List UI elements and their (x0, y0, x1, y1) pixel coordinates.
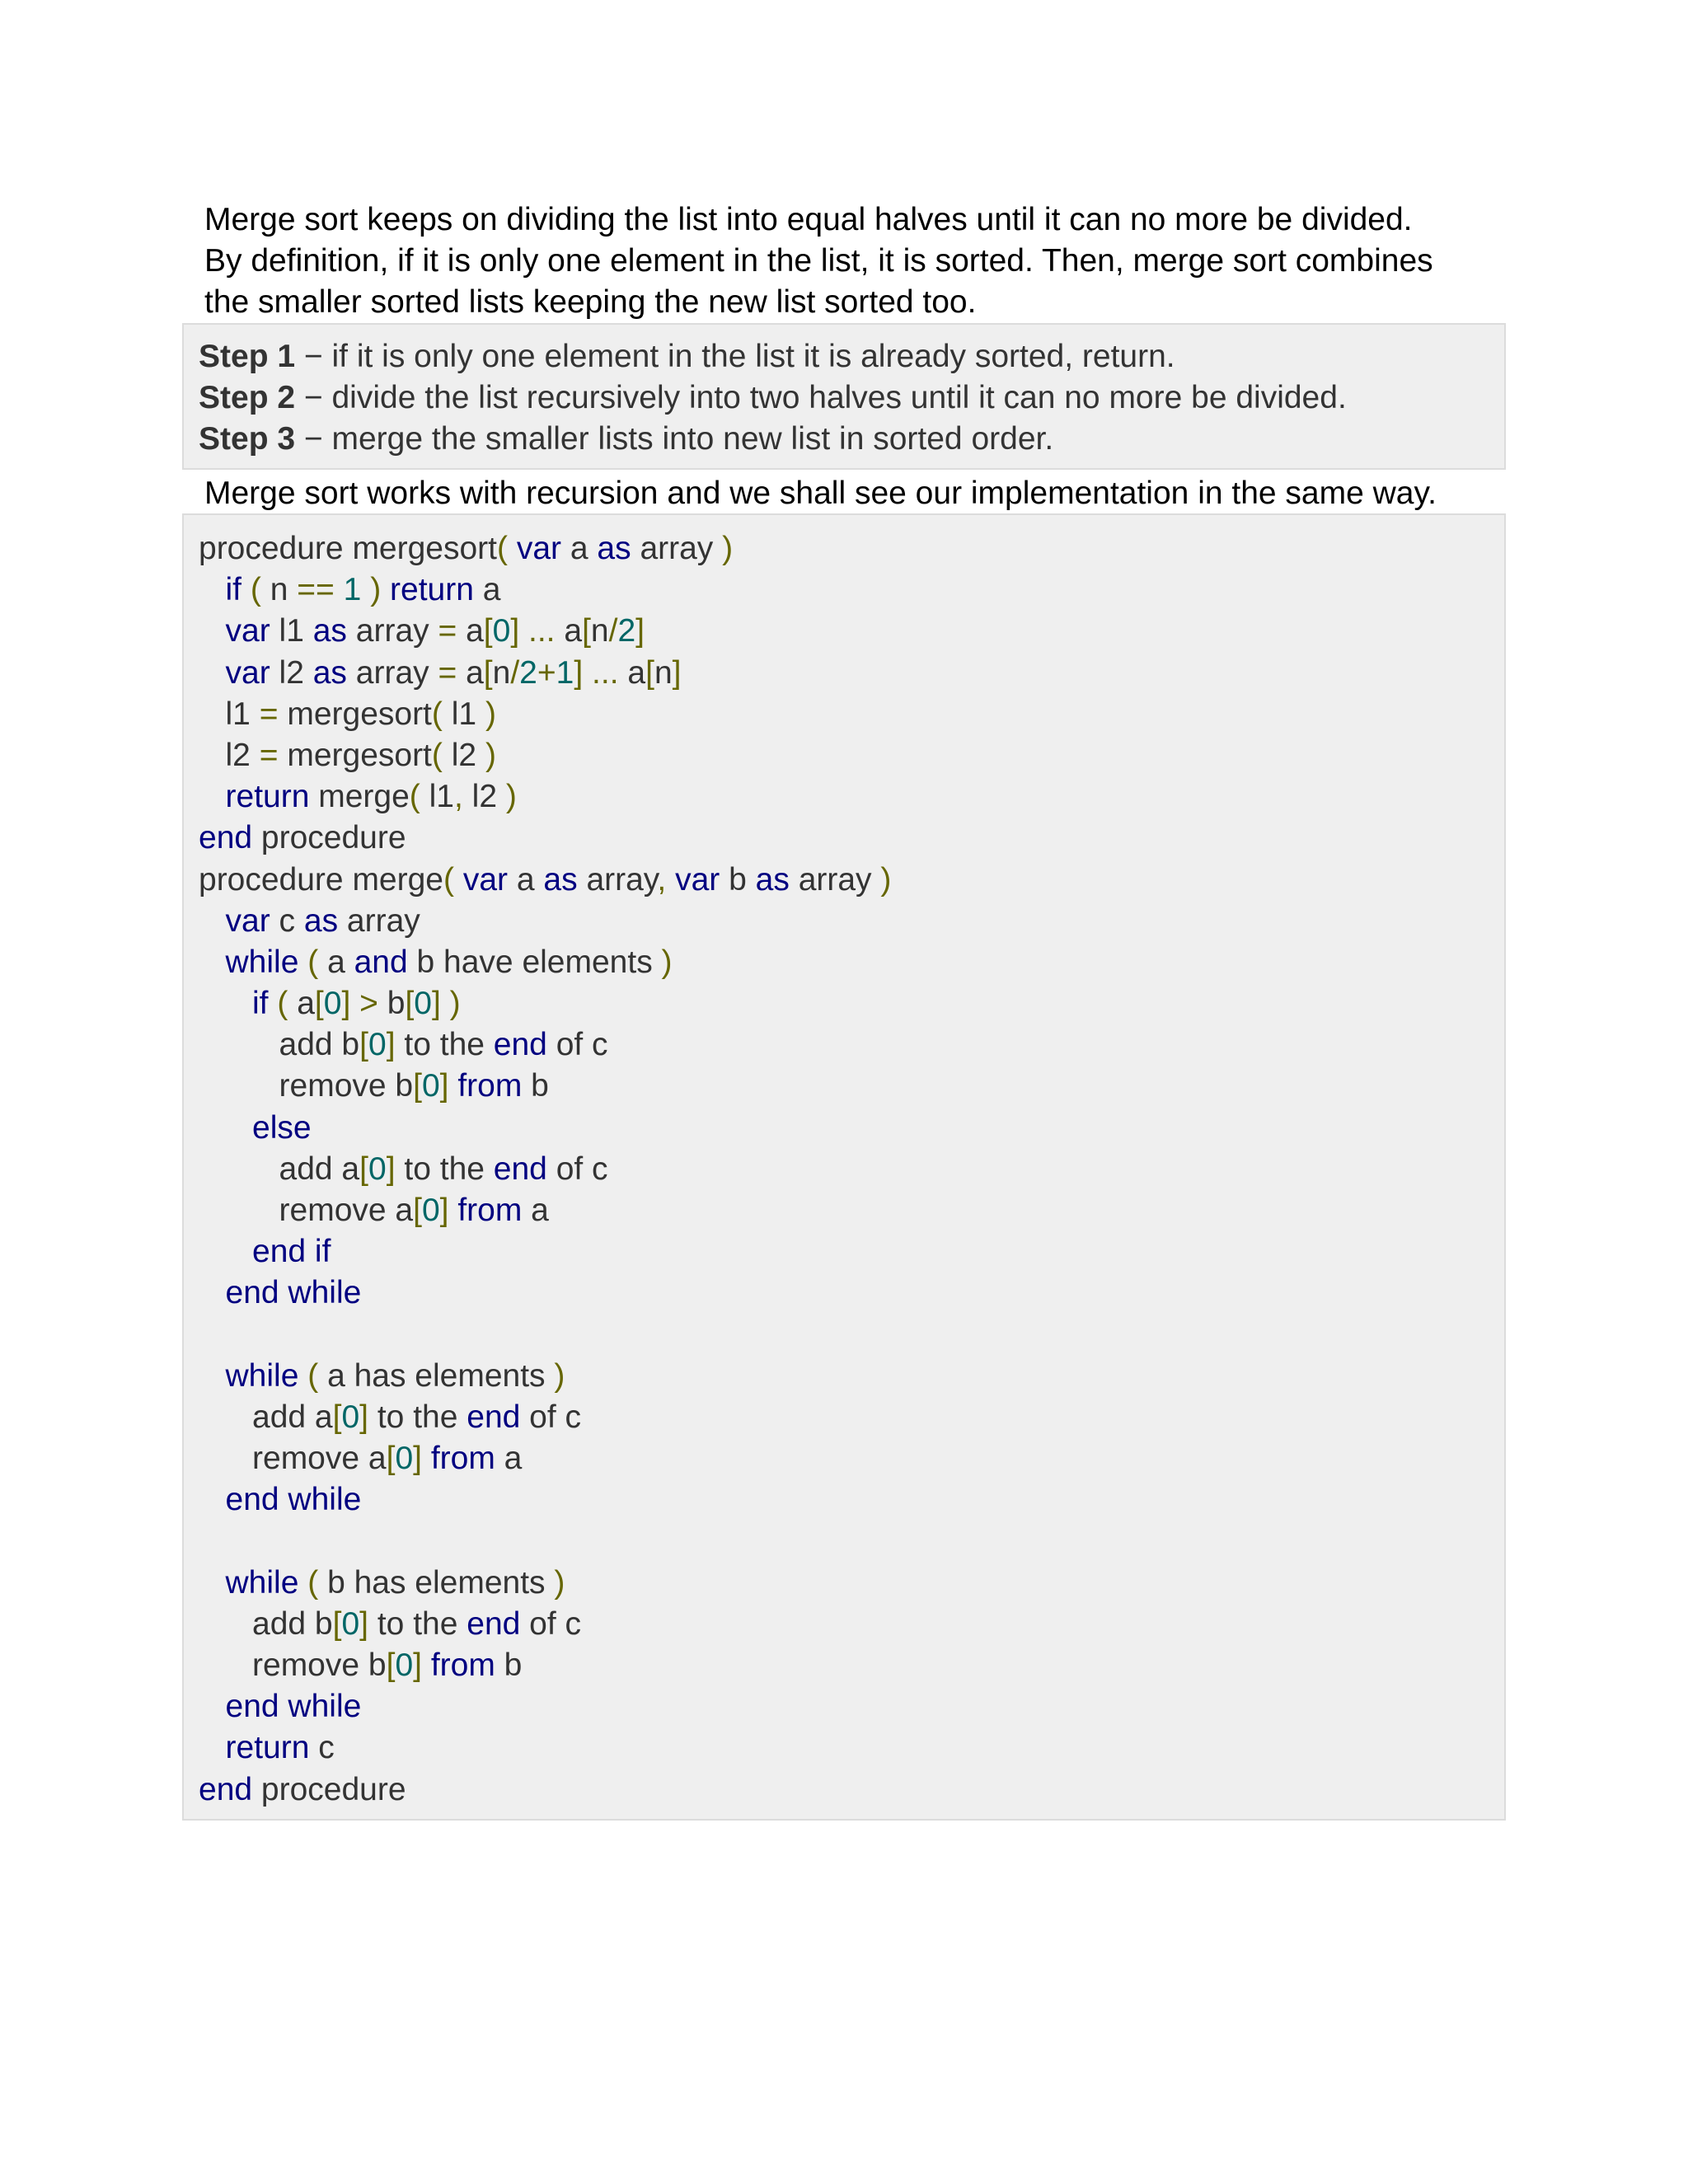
algorithm-steps-box (182, 323, 1506, 470)
code-line (199, 1686, 891, 1727)
code-keyword: else (252, 1109, 312, 1146)
code-number: 0 (341, 1399, 360, 1435)
code-punctuation: / (608, 613, 618, 649)
code-text: of c (546, 1151, 608, 1187)
code-keyword: as (597, 531, 631, 566)
code-number: 0 (368, 1027, 387, 1063)
code-number: 0 (341, 1605, 360, 1642)
step-label: Step 1 (199, 339, 296, 374)
code-punctuation: [ (359, 1027, 368, 1063)
code-text (381, 572, 390, 607)
code-text: of c (546, 1027, 608, 1063)
code-keyword: as (312, 613, 347, 649)
code-keyword: and (354, 944, 408, 980)
intro-line: the smaller sorted lists keeping the new list sorted too. (204, 284, 977, 320)
code-text (441, 986, 450, 1021)
code-text: remove b (279, 1068, 414, 1104)
code-punctuation: ] (431, 986, 441, 1022)
code-text: n (492, 654, 511, 691)
code-punctuation: , (657, 861, 667, 898)
code-indent (199, 1441, 252, 1476)
code-keyword: end while (225, 1689, 362, 1725)
code-text (666, 862, 675, 898)
code-text (422, 1441, 431, 1476)
code-punctuation: ] (359, 1605, 369, 1642)
step-item (199, 419, 1347, 460)
step-text: − if it is only one element in the list it is already sorted, return. (295, 339, 1175, 374)
code-indent (199, 986, 252, 1021)
code-text: a (318, 944, 354, 980)
code-indent (199, 1565, 226, 1601)
code-punctuation: ( (307, 944, 319, 980)
code-text: a (561, 531, 598, 566)
code-punctuation: + (537, 654, 556, 691)
code-text (298, 944, 307, 980)
code-punctuation: ] (413, 1441, 422, 1477)
code-indent (199, 1027, 279, 1062)
code-line (199, 735, 891, 776)
code-punctuation: = (259, 696, 279, 732)
code-indent (199, 944, 226, 980)
code-punctuation: ) (554, 1564, 565, 1601)
code-keyword: var (462, 861, 509, 898)
code-line (199, 942, 891, 983)
code-number: 1 (343, 572, 362, 608)
code-text: add a (279, 1151, 360, 1187)
code-text (449, 1193, 458, 1228)
code-text: l1 (225, 696, 260, 732)
code-punctuation: [ (483, 654, 493, 691)
code-line (199, 1727, 891, 1769)
code-indent (199, 1689, 226, 1724)
code-indent (199, 1399, 252, 1435)
code-punctuation: ] (439, 1193, 449, 1228)
code-text: add b (252, 1605, 333, 1642)
code-text: add b (279, 1027, 360, 1063)
code-keyword: var (225, 613, 270, 649)
code-line (199, 1108, 891, 1149)
code-text: a has elements (318, 1357, 555, 1394)
code-punctuation: [ (386, 1441, 396, 1477)
code-punctuation: = (438, 613, 457, 649)
code-keyword: as (543, 861, 578, 898)
code-punctuation: ) (722, 531, 734, 566)
code-punctuation: [ (332, 1605, 342, 1642)
code-punctuation: [ (413, 1068, 422, 1104)
code-text (298, 1358, 307, 1394)
code-text (449, 1068, 458, 1104)
code-keyword: from (430, 1647, 495, 1684)
code-punctuation: ) (370, 572, 382, 608)
code-text: add a (252, 1399, 333, 1435)
code-text: a (618, 654, 646, 691)
code-indent (199, 1358, 226, 1394)
code-indent (199, 1647, 252, 1683)
code-punctuation: ) (554, 1357, 565, 1394)
step-item (199, 377, 1347, 419)
code-text: b (377, 986, 406, 1022)
code-indent (199, 1275, 226, 1310)
code-text (583, 655, 592, 691)
code-line (199, 611, 891, 652)
intro-paragraph (204, 199, 1507, 323)
code-punctuation: , (454, 779, 463, 815)
code-keyword: return (390, 572, 474, 608)
code-line (199, 569, 891, 611)
code-text: array (346, 654, 438, 691)
code-text: b (495, 1647, 523, 1684)
code-line (199, 1190, 891, 1231)
pseudocode-block (182, 513, 1506, 1821)
code-punctuation: ] (635, 613, 645, 649)
code-punctuation: ( (431, 737, 443, 773)
code-text: l2 (270, 654, 313, 691)
code-line (199, 1645, 891, 1686)
code-text: procedure mergesort (199, 531, 498, 566)
code-line (199, 1397, 891, 1438)
code-line (199, 1024, 891, 1066)
code-punctuation: ) (485, 737, 496, 773)
code-text: of c (520, 1399, 582, 1435)
code-text: to the (368, 1605, 467, 1642)
code-number: 2 (519, 654, 537, 691)
code-keyword: return (225, 779, 310, 815)
code-keyword: end (467, 1605, 521, 1642)
code-keyword: end (493, 1151, 547, 1187)
code-keyword: end if (252, 1234, 331, 1270)
code-indent (199, 613, 226, 649)
code-punctuation: = (438, 654, 457, 691)
code-line (199, 653, 891, 694)
code-punctuation: ] (574, 654, 584, 691)
code-line (199, 1604, 891, 1645)
code-punctuation: ( (497, 531, 517, 566)
code-text (454, 862, 463, 898)
code-number: 0 (395, 1441, 414, 1477)
code-punctuation: ( (409, 779, 420, 815)
step-text: − divide the list recursively into two halves until it can no more be divided. (295, 380, 1347, 415)
code-text: a (522, 1193, 549, 1228)
code-punctuation: ) (880, 861, 892, 898)
code-line (199, 528, 891, 569)
code-line (199, 1315, 891, 1356)
code-indent (199, 1193, 279, 1228)
code-punctuation: > (359, 986, 378, 1022)
code-text: array (338, 902, 420, 939)
code-text: a (508, 861, 544, 898)
code-text: array (577, 861, 658, 898)
code-text: b have elements (407, 944, 662, 980)
code-text (298, 1565, 307, 1601)
code-number: 0 (368, 1151, 387, 1187)
code-text: a (473, 572, 501, 608)
code-text: b (720, 861, 756, 898)
code-text: mergesort (278, 737, 432, 773)
code-text (519, 613, 528, 649)
code-text: n (260, 572, 298, 608)
code-punctuation: ) (505, 779, 517, 815)
code-indent (199, 1110, 252, 1146)
code-line (199, 1769, 891, 1811)
code-line (199, 1563, 891, 1604)
code-line (199, 1521, 891, 1563)
code-indent (199, 1151, 279, 1187)
code-keyword: while (225, 1357, 299, 1394)
code-indent (199, 696, 226, 732)
code-punctuation: [ (483, 613, 493, 649)
code-punctuation: ] (510, 613, 520, 649)
code-punctuation: ) (661, 944, 673, 980)
code-text: array (346, 613, 438, 649)
code-punctuation: [ (413, 1193, 422, 1228)
code-text: to the (368, 1399, 467, 1435)
code-punctuation: ) (449, 986, 461, 1022)
code-line (199, 1149, 891, 1190)
code-keyword: end while (225, 1275, 362, 1311)
code-keyword: var (516, 531, 562, 566)
code-text: n (654, 654, 673, 691)
code-punctuation: ] (341, 986, 351, 1022)
code-number: 2 (617, 613, 636, 649)
code-text (422, 1647, 431, 1683)
code-text: l1 (420, 779, 454, 815)
code-punctuation: ] (672, 654, 682, 691)
code-text: a (457, 654, 484, 691)
code-number: 0 (395, 1647, 414, 1684)
code-line (199, 1066, 891, 1107)
code-number: 0 (414, 986, 432, 1022)
code-punctuation: ] (359, 1399, 369, 1435)
code-keyword: end (199, 1771, 253, 1807)
code-text: mergesort (278, 696, 432, 732)
code-indent (199, 572, 226, 607)
code-number: 0 (323, 986, 342, 1022)
code-keyword: end while (225, 1482, 362, 1518)
code-line (199, 1272, 891, 1314)
code-text: array (631, 531, 723, 566)
code-line (199, 901, 891, 942)
code-keyword: while (225, 944, 299, 980)
code-indent (199, 903, 226, 939)
code-keyword: as (303, 902, 339, 939)
code-line (199, 1438, 891, 1479)
code-text: b (522, 1068, 549, 1104)
code-text: l2 (225, 737, 260, 773)
code-text (241, 572, 251, 607)
code-punctuation: [ (386, 1647, 396, 1684)
code-punctuation: [ (405, 986, 415, 1022)
code-text: remove a (252, 1441, 387, 1477)
recursion-note: Merge sort works with recursion and we shall see our implementation in the same way. (204, 476, 1437, 511)
code-indent (199, 1606, 252, 1642)
code-text (335, 572, 344, 607)
intro-line: Merge sort keeps on dividing the list into equal halves until it can no more be divided. (204, 202, 1413, 237)
code-text: a (495, 1441, 523, 1477)
code-text: c (270, 902, 304, 939)
code-keyword: from (457, 1068, 523, 1104)
code-keyword: as (312, 654, 347, 691)
code-text (350, 986, 359, 1021)
code-indent (199, 738, 226, 773)
code-punctuation: = (259, 737, 279, 773)
code-text: procedure merge (199, 861, 443, 898)
code-punctuation: ( (277, 986, 288, 1022)
code-indent (199, 655, 226, 691)
code-line (199, 983, 891, 1024)
code-punctuation: ( (431, 696, 443, 732)
intro-line: By definition, if it is only one element in the list, it is sorted. Then, merge sort combines (204, 243, 1433, 279)
code-indent (199, 779, 226, 814)
code-punctuation: ... (592, 654, 619, 691)
pseudocode-lines (199, 528, 891, 1811)
code-text: of c (520, 1605, 582, 1642)
code-keyword: return (225, 1730, 310, 1766)
code-line (199, 776, 891, 818)
code-keyword: var (675, 861, 720, 898)
code-keyword: end (493, 1027, 547, 1063)
code-punctuation: [ (359, 1151, 368, 1187)
step-text: − merge the smaller lists into new list in sorted order. (295, 421, 1054, 457)
code-line (199, 860, 891, 901)
code-text: l2 (442, 737, 485, 773)
code-indent (199, 1730, 226, 1765)
code-text: c (309, 1730, 335, 1766)
code-punctuation: ] (439, 1068, 449, 1104)
code-keyword: var (225, 902, 270, 939)
code-punctuation: ] (386, 1151, 396, 1187)
code-keyword: while (225, 1564, 299, 1601)
code-line (199, 1356, 891, 1397)
code-text: remove b (252, 1647, 387, 1684)
code-text: l1 (270, 613, 313, 649)
code-indent (199, 1234, 252, 1269)
code-keyword: as (755, 861, 790, 898)
code-text: b has elements (318, 1564, 555, 1601)
code-punctuation: [ (645, 654, 654, 691)
code-punctuation: ( (307, 1357, 319, 1394)
step-label: Step 3 (199, 421, 296, 457)
code-punctuation: ) (485, 696, 496, 732)
code-text: procedure (252, 820, 406, 856)
code-punctuation: ( (250, 572, 261, 608)
code-keyword: end (467, 1399, 521, 1435)
code-keyword: var (225, 654, 270, 691)
code-punctuation: [ (314, 986, 324, 1022)
code-punctuation: / (510, 654, 520, 691)
code-keyword: if (225, 572, 242, 608)
algorithm-steps-list (199, 336, 1347, 460)
code-punctuation: ( (443, 861, 454, 898)
code-text: merge (309, 779, 410, 815)
code-text: procedure (252, 1771, 406, 1807)
code-text: array (789, 861, 881, 898)
code-text: l2 (462, 779, 506, 815)
code-keyword: if (252, 986, 269, 1022)
code-punctuation: ... (528, 613, 556, 649)
code-text: remove a (279, 1193, 414, 1228)
code-keyword: end (199, 820, 253, 856)
code-line (199, 694, 891, 735)
code-number: 0 (492, 613, 511, 649)
code-punctuation: ] (386, 1027, 396, 1063)
code-punctuation: ( (307, 1564, 319, 1601)
step-item (199, 336, 1347, 377)
code-punctuation: [ (582, 613, 591, 649)
code-punctuation: == (297, 572, 335, 608)
code-keyword: from (430, 1441, 495, 1477)
code-text: to the (395, 1151, 494, 1187)
code-number: 0 (421, 1068, 440, 1104)
code-text: a (288, 986, 315, 1022)
code-number: 0 (421, 1193, 440, 1228)
code-indent (199, 1482, 226, 1517)
code-text: n (590, 613, 609, 649)
code-keyword: from (457, 1193, 523, 1228)
code-text: a (457, 613, 484, 649)
code-text (269, 986, 278, 1021)
code-line (199, 1479, 891, 1521)
code-text: a (555, 613, 583, 649)
code-number: 1 (556, 654, 574, 691)
code-line (199, 818, 891, 859)
code-line (199, 1231, 891, 1272)
code-text: l1 (442, 696, 485, 732)
code-punctuation: [ (332, 1399, 342, 1435)
code-text: to the (395, 1027, 494, 1063)
code-punctuation: ] (413, 1647, 422, 1684)
code-indent (199, 1068, 279, 1104)
code-text (361, 572, 370, 607)
step-label: Step 2 (199, 380, 296, 415)
